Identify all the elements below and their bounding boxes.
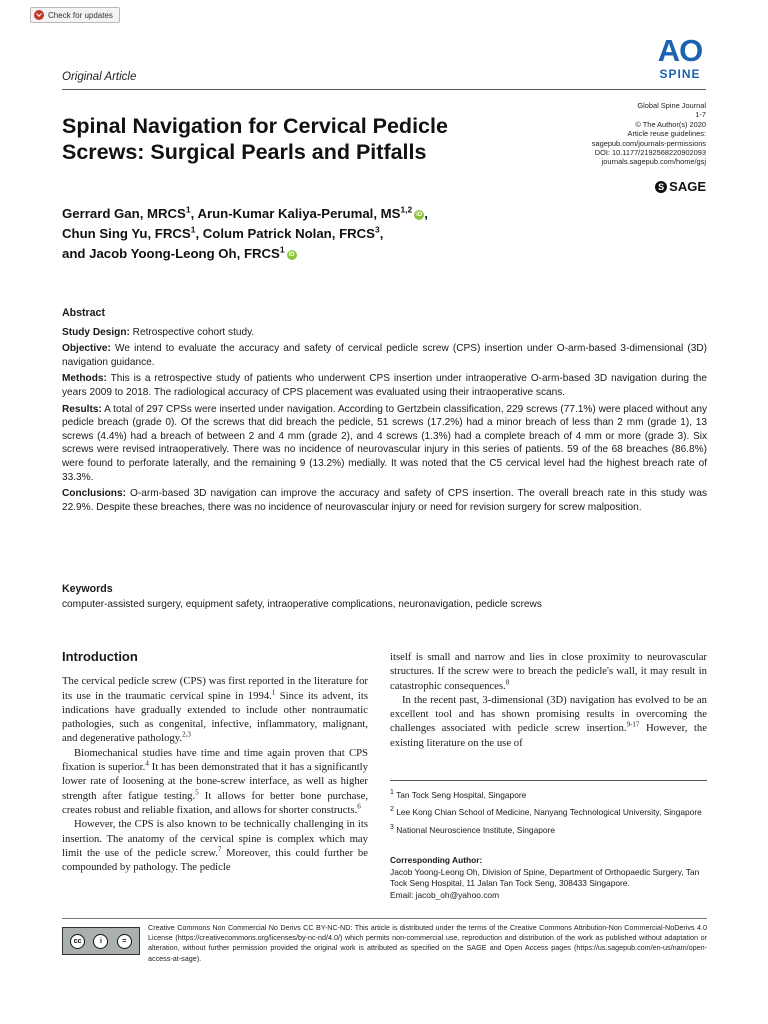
doi-link[interactable]: DOI: 10.1177/2192568220902093 xyxy=(594,148,706,158)
affiliation xyxy=(390,790,707,801)
text: In the recent past, 3-dimensional (3D) navigation has evolved to be an excellent tool and has shown promising results in overcoming the challenges associated with pedicle screw insertion. xyxy=(390,693,707,735)
footnote-divider xyxy=(390,780,707,781)
abstract xyxy=(62,307,707,517)
reuse-guidelines-label: Article reuse guidelines: xyxy=(627,129,706,139)
text: It allows for better bone purchase, creates robust and reliable fixation, and allows for shorter constructs. xyxy=(62,789,368,816)
keywords xyxy=(62,583,707,611)
affil-text: Lee Kong Chian School of Medicine, Nanyang Technological University, Singapore xyxy=(396,807,702,818)
abstract-study-design xyxy=(62,326,707,340)
logo-spine-text: SPINE xyxy=(659,67,701,81)
body-column-right xyxy=(390,650,707,750)
section-text: We intend to evaluate the accuracy and safety of cervical pedicle screw (CPS) insertion under O-arm-based 3-dimensional (3D) navigation guidance. xyxy=(62,343,707,368)
corresponding-email[interactable]: Email: jacob_oh@yahoo.com xyxy=(390,889,500,900)
journal-name: Global Spine Journal xyxy=(637,101,706,110)
corresponding-heading: Corresponding Author: xyxy=(390,855,483,865)
author-name: Colum Patrick Nolan, FRCS xyxy=(202,226,375,241)
abstract-conclusions xyxy=(62,487,707,514)
keywords-heading: Keywords xyxy=(62,583,113,595)
keywords-text: computer-assisted surgery, equipment safety, intraoperative complications, neuronavigation, pedicle screws xyxy=(62,598,542,610)
author-name: Gerrard Gan, MRCS xyxy=(62,206,186,221)
article-type: Original Article xyxy=(62,71,137,83)
author xyxy=(62,246,297,261)
author-affil-sup: 3 xyxy=(374,224,380,235)
text: itself is small and narrow and lies in close proximity to neurovascular structures. If the screw were to breach the pedicle's wall, it may result in catastrophic consequences. xyxy=(390,651,707,692)
text: Moreover, this could further be compounded by pathology. The pedicle xyxy=(62,846,368,874)
check-for-updates-button[interactable] xyxy=(30,7,120,23)
ao-spine-logo xyxy=(654,33,706,81)
text: It has been demonstrated that it has a significantly lower rate of loosening at the bone-screw interface, as well as higher strength after fatigue testing. xyxy=(62,761,368,802)
cc-icon: cc xyxy=(70,934,85,949)
publisher-name: SAGE xyxy=(669,179,706,194)
affiliation xyxy=(390,825,707,836)
orcid-icon[interactable]: iD xyxy=(288,251,295,258)
section-label: Objective: xyxy=(62,343,111,355)
section-text: Retrospective cohort study. xyxy=(132,326,255,338)
permissions-link[interactable]: sagepub.com/journals-permissions xyxy=(591,138,706,148)
author-name: and Jacob Yoong-Leong Oh, FRCS xyxy=(62,246,280,261)
sage-logo xyxy=(655,179,706,194)
author-separator: , xyxy=(190,206,198,221)
sage-ring-icon: S xyxy=(655,181,667,193)
author-affil-sup: 1 xyxy=(279,244,285,255)
orcid-icon[interactable]: iD xyxy=(416,211,423,218)
affil-text: National Neuroscience Institute, Singapore xyxy=(396,824,555,835)
author-affil-sup: 1 xyxy=(190,224,196,235)
logo-ao-text: AO xyxy=(657,33,703,68)
nd-icon: = xyxy=(117,934,132,949)
citation[interactable]: 5 xyxy=(195,788,199,797)
abstract-results xyxy=(62,403,707,485)
author-separator: , xyxy=(424,206,428,221)
intro-paragraph xyxy=(62,746,368,817)
author-name: Chun Sing Yu, FRCS xyxy=(62,226,191,241)
by-icon: i xyxy=(93,934,108,949)
text: Biomechanical studies have time and time again proven that CPS fixation is superior. xyxy=(62,746,368,774)
author xyxy=(203,226,384,241)
text: However, the existing literature on the use of xyxy=(390,722,707,749)
author-separator: , xyxy=(195,226,203,241)
author-name: Arun-Kumar Kaliya-Perumal, MS xyxy=(197,206,401,221)
abstract-heading: Abstract xyxy=(62,307,105,319)
affil-sup: 3 xyxy=(390,824,394,832)
citation[interactable]: 6 xyxy=(357,802,361,811)
citation[interactable]: 4 xyxy=(145,759,149,768)
author-affil-sup: 1 xyxy=(185,204,191,215)
page-title: Spinal Navigation for Cervical Pedicle Screws: Surgical Pearls and Pitfalls xyxy=(62,114,448,164)
abstract-objective xyxy=(62,342,707,369)
author-separator: , xyxy=(379,226,384,241)
license-text: Creative Commons Non Commercial No Derivs CC BY-NC-ND: This article is distributed under the terms of the Creative Commons Attribution-Non Commercial-NoDerivs 4.0 License (https://creativecommons.org/licenses/by-nc-nd/4.0/) which permits non-commercial use, reproduction and distribution of the work as published without adaptation or alteration, without further permission provided the original work is attributed as specified on the SAGE and Open Access pages (https://us.sagepub.com/en-us/nam/open-access-at-sage). xyxy=(148,923,707,963)
header-divider xyxy=(62,89,706,90)
citation[interactable]: 8 xyxy=(505,678,510,687)
section-label: Study Design: xyxy=(62,326,130,338)
text: Since its advent, its indications have gradually extended to include other nontraumatic pathologies, such as congenital, infective, inflammatory, malignant, and degenerative pathology. xyxy=(62,689,368,745)
crossmark-icon xyxy=(34,10,44,20)
author xyxy=(62,226,203,241)
journal-info xyxy=(526,101,706,167)
section-text: This is a retrospective study of patients who underwent CPS insertion under intraoperative O-arm-based 3D navigation during the years 2009 to 2018. The radiological accuracy of CPS placement was evaluated using their intraoperative scans. xyxy=(62,373,707,398)
affil-sup: 1 xyxy=(390,789,394,797)
intro-paragraph xyxy=(390,693,707,750)
journal-home-link[interactable]: journals.sagepub.com/home/gsj xyxy=(601,157,706,167)
check-updates-label: Check for updates xyxy=(48,10,113,20)
section-label: Results: xyxy=(62,403,102,415)
introduction-heading: Introduction xyxy=(62,649,138,664)
citation[interactable]: 7 xyxy=(217,845,222,854)
affiliations xyxy=(390,790,707,842)
intro-paragraph xyxy=(390,650,707,693)
text: However, the CPS is also known to be technically challenging in its insertion. The anatomy of the cervical spine is complex which may limit the use of the pedicle screw. xyxy=(62,818,368,859)
body-column-left xyxy=(62,650,368,874)
copyright: © The Author(s) 2020 xyxy=(635,119,706,129)
section-text: O-arm-based 3D navigation can improve the accuracy and safety of CPS insertion. The overall breach rate in this study was 22.9%. Despite these breaches, there was no incidence of neurovascular injury or need for revision surgery for screw malposition. xyxy=(62,488,708,513)
section-label: Conclusions: xyxy=(62,488,126,500)
intro-paragraph xyxy=(62,817,368,874)
cc-license-badge[interactable] xyxy=(62,927,140,955)
affil-sup: 2 xyxy=(390,806,394,814)
page-range: 1-7 xyxy=(695,110,706,120)
section-label: Methods: xyxy=(62,373,107,385)
license-divider xyxy=(62,918,707,919)
citation[interactable]: 1 xyxy=(271,688,276,697)
citation[interactable]: 2,3 xyxy=(182,730,191,739)
affiliation xyxy=(390,807,707,818)
text: The cervical pedicle screw (CPS) was first reported in the literature for its use in the traumatic cervical spine in 1994. xyxy=(62,675,368,702)
affil-text: Tan Tock Seng Hospital, Singapore xyxy=(396,790,527,800)
author xyxy=(62,206,197,221)
corresponding-address: Jacob Yoong-Leong Oh, Division of Spine, Department of Orthopaedic Surgery, Tan Tock Seng Hospital, 11 Jalan Tan Tock Seng, 308433 Singapore. xyxy=(390,866,700,889)
author xyxy=(197,206,428,221)
intro-paragraph xyxy=(62,674,368,745)
author-affil-sup: 1,2 xyxy=(400,204,413,215)
abstract-methods xyxy=(62,372,707,399)
section-text: A total of 297 CPSs were inserted under navigation. According to Gertzbein classification, 229 screws (77.1%) were placed without any pedicle breach (grade 0). Of the screws that did breach the pedicle, 51 screws (17.2%) had a minor breach of less than 2 mm (grade 1), 13 screws (4.4%) had a breach of between 2 and 4 mm (grade 2), and 4 screws (1.3%) had a complete breach of 4 mm or more (grade 3). Six screws were revised intraoperatively. There was no incidence of neurovascular injury in this series of patients. 59 of the 68 breaches (86.8%) were found to perforate laterally, and the remaining 9 (13.2%) medially. It was noted that the C5 cervical level had the highest breach rate of 33.3%. xyxy=(62,403,707,483)
corresponding-author xyxy=(390,855,707,901)
author-list xyxy=(62,204,542,264)
citation[interactable]: 9-17 xyxy=(626,720,640,729)
